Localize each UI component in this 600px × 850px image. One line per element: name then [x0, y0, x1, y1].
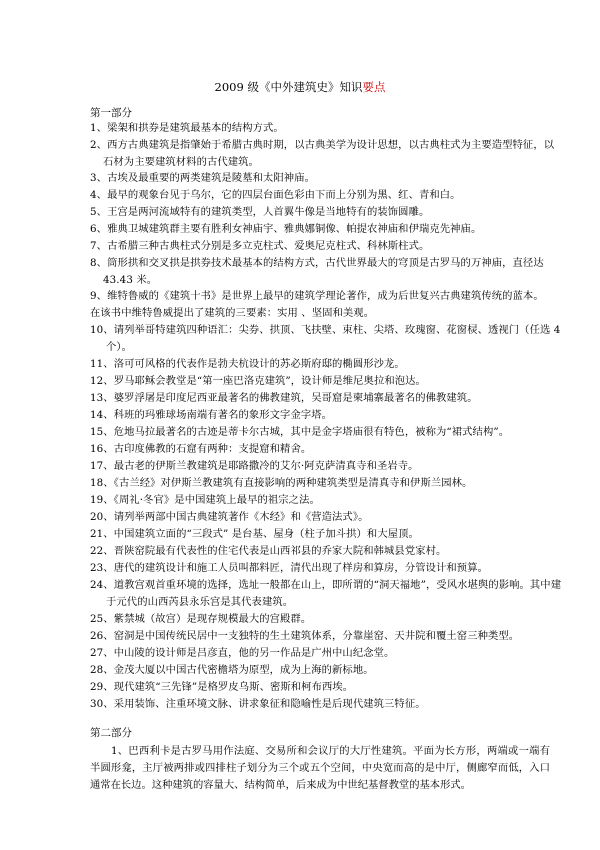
list-item: 15、危地马拉最著名的古迹是蒂卡尔古城，其中是金字塔庙很有特色，被称为“裙式结构”。: [90, 426, 510, 438]
list-item: 26、窑洞是中国传统民居中一支独特的生土建筑体系，分靠崖窑、天井院和覆土窑三种类型。: [90, 630, 520, 642]
title-main: 2009 级《中外建筑史》知识: [214, 80, 363, 94]
list-item: 17、最古老的伊斯兰教建筑是耶路撒冷的艾尔·阿克萨清真寺和圣岩寺。: [90, 460, 419, 472]
list-item: 23、唐代的建筑设计和施工人员叫都料匠，清代出现了样房和算房，分管设计和预算。: [90, 562, 488, 574]
section1-heading: 第一部分: [90, 107, 132, 119]
list-item: 5、王宫是两河流域特有的建筑类型，人首翼牛像是当地特有的装饰圆雕。: [90, 206, 430, 218]
list-item: 30、采用装饰、注重环境文脉、讲求象征和隐喻性是后现代建筑三特征。: [90, 698, 426, 710]
list-item: 16、古印度佛教的石窟有两种：支提窟和精舍。: [90, 443, 312, 455]
list-item: 8、筒形拱和交叉拱是拱券技术最基本的结构方式，古代世界最大的穹顶是古罗马的万神庙，直径达 43.43 米。: [90, 257, 544, 286]
list-item: 24、道教宫观首重环境的选择，选址一般都在山上，即所谓的“洞天福地”，受风水堪舆的影响。其中建于元代的山西芮县永乐宫是其代表建筑。: [90, 579, 562, 608]
list-item: 29、现代建筑“三先锋”是格罗皮乌斯、密斯和柯布西埃。: [90, 681, 354, 693]
section2-paragraph: 1、巴西利卡是古罗马用作法庭、交易所和会议厅的大厅性建筑。平面为长方形，两端或一端有半圆形龛，主厅被两排或四排柱子划分为三个或五个空间，中央宽而高的是中厅，侧廊窄而低，入口通常在长边。这种建筑的容量大、结构简单，后来成为中世纪基督教堂的基本形式。: [90, 745, 550, 791]
title-highlight: 要点: [362, 80, 386, 94]
list-item: 27、中山陵的设计师是吕彦直，他的另一作品是广州中山纪念堂。: [90, 647, 395, 659]
list-item: 14、科班的玛雅球场南端有著名的象形文字金字塔。: [90, 409, 333, 421]
document-title: [0, 80, 600, 94]
list-item: 28、金茂大厦以中国古代密檐塔为原型，成为上海的新标地。: [90, 664, 374, 676]
list-item: 13、婆罗浮屠是印度尼西亚最著名的佛教建筑，吴哥窟是柬埔寨最著名的佛教建筑。: [90, 392, 478, 404]
list-item: 1、梁架和拱券是建筑最基本的结构方式。: [90, 122, 284, 134]
section2-heading: 第二部分: [90, 727, 132, 739]
list-item: 7、古希腊三种古典柱式分别是多立克柱式、爱奥尼克柱式、科林斯柱式。: [90, 240, 430, 252]
list-item: 2、西方古典建筑是指肇始于希腊古典时期，以古典美学为设计思想，以古典柱式为主要造型特征，以石材为主要建筑材料的古代建筑。: [90, 139, 555, 168]
list-item: 12、罗马耶稣会教堂是“第一座巴洛克建筑”，设计师是维尼奥拉和泡达。: [90, 375, 426, 387]
list-item: 25、紫禁城（故宫）是现存规模最大的宫殿群。: [90, 613, 312, 625]
list-item: 20、请列举两部中国古典建筑著作《木经》和《营造法式》。: [90, 511, 369, 523]
list-item: 22、晋陕窑院最有代表性的住宅代表是山西祁县的乔家大院和韩城县党家村。: [90, 545, 447, 557]
list-item: 6、雅典卫城建筑群主要有胜利女神庙宇、雅典娜铜像、帕提农神庙和伊瑞克先神庙。: [90, 223, 482, 235]
list-item: 18、《古兰经》对伊斯兰教建筑有直接影响的两种建筑类型是清真寺和伊斯兰园林。: [90, 477, 473, 489]
list-item: 3、古埃及最重要的两类建筑是陵墓和太阳神庙。: [90, 172, 315, 184]
list-item: 19、《周礼·冬官》是中国建筑上最早的祖宗之法。: [90, 494, 320, 506]
list-item: 10、请列举哥特建筑四种语汇：尖券、拱顶、飞扶壁、束柱、尖塔、玫瑰窗、花窗棂、透视门（任选 4 个）。: [90, 324, 561, 353]
list-item: 4、最早的观象台见于乌尔，它的四层台面色彩由下而上分别为黑、红、青和白。: [90, 189, 461, 201]
list-item: 9、维特鲁威的《建筑十书》是世界上最早的建筑学理论著作，成为后世复兴古典建筑传统的蓝本。在该书中维特鲁威提出了建筑的三要素：实用 、坚固和美观。: [90, 290, 544, 319]
list-item: 11、洛可可风格的代表作是勃夫杭设计的苏必斯府邸的椭圆形沙龙。: [90, 358, 405, 370]
list-item: 21、中国建筑立面的“三段式” 是台基、屋身（柱子加斗拱）和大屋顶。: [90, 528, 419, 540]
